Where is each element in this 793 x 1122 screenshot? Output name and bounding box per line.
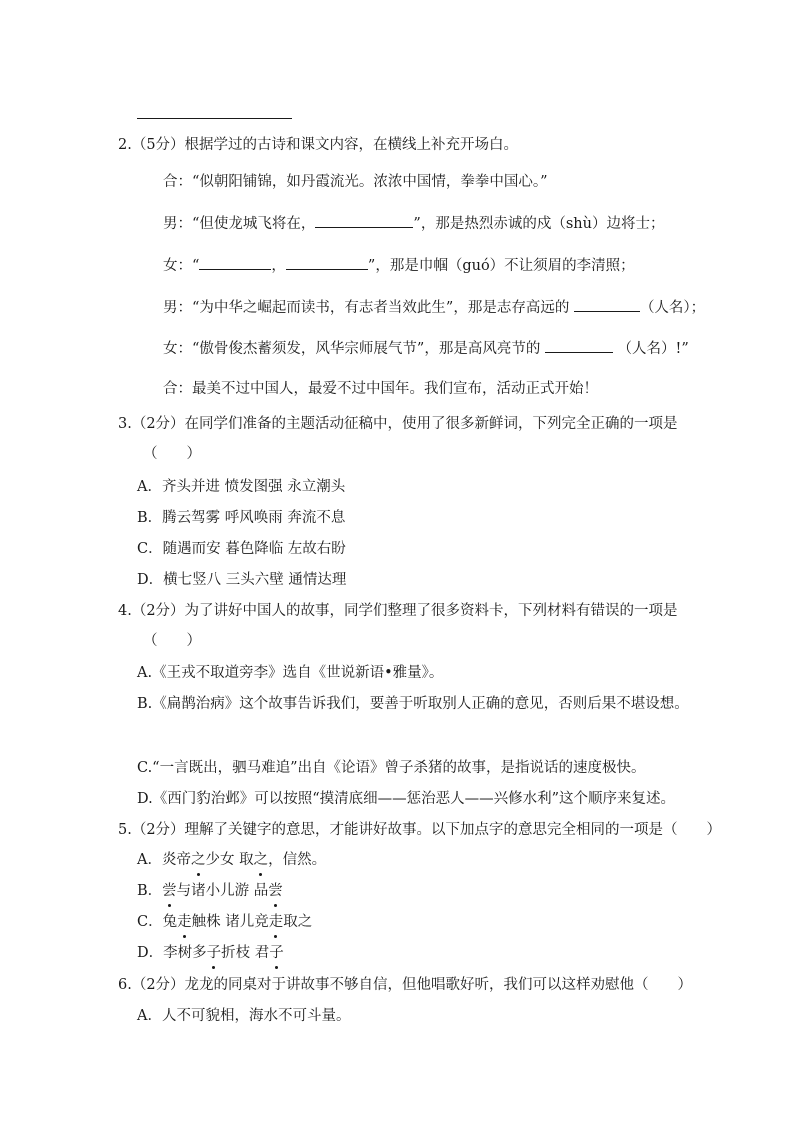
male-line-2-suffix: （人名）； [639,300,706,316]
question-4-option-a: A.《王戎不取道旁李》选自《世说新语•雅量》。 [137,665,444,681]
question-5-option-c [137,912,312,932]
option-c-text-1: C．兔 [137,914,178,930]
question-3-answer-paren: （ ） [143,446,201,462]
question-2-stem: 2.（5分）根据学过的古诗和课文内容，在横线上补充开场白。 [118,137,519,153]
question-6-stem: 6.（2分）龙龙的同桌对于讲故事不够自信，但他唱歌好听，我们可以这样劝慰他（ ） [118,977,693,993]
question-3-stem: 3.（2分）在同学们准备的主题活动征稿中，使用了很多新鲜词，下列完全正确的一项是 [118,416,678,432]
fill-blank-4[interactable] [574,296,640,312]
option-d-dotted-char-1: 子 [206,945,222,961]
question-4-option-c: C.“一言既出，驷马难追”出自《论语》曾子杀猪的故事，是指说话的速度极快。 [137,760,646,776]
female-line-2-suffix: （人名）!” [617,341,689,357]
fill-blank-5[interactable] [545,337,613,353]
fill-blank-3[interactable] [286,254,368,270]
question-2-male-line-2 [163,296,705,318]
question-2-he-line-1: 合：“似朝阳铺锦，如丹霞流光。浓浓中国情，拳拳中国心。” [163,174,548,190]
question-4-option-d: D.《西门豹治邺》可以按照“摸清底细——惩治恶人——兴修水利”这个顺序来复述。 [137,791,676,807]
question-2-he-line-2: 合：最美不过中国人，最爱不过中国年。我们宣布，活动正式开始！ [163,381,598,397]
answer-line-previous [137,118,292,119]
question-4-option-b: B.《扁鹊治病》这个故事告诉我们，要善于听取别人正确的意见，否则后果不堪设想。 [137,696,689,712]
question-2-female-line-1 [163,254,635,276]
option-c-dotted-char-1: 走 [177,914,192,930]
option-b-dotted-char-1: 尝 [162,883,177,899]
option-b-text-1: B． [137,883,163,899]
male-line-2-prefix: 男：“为中华之崛起而读书，有志者当效此生”，那是志存高远的 [163,300,570,316]
question-3-option-b: B．腾云驾雾 呼风唤雨 奔流不息 [137,510,346,526]
option-b-text-2: 与诸小儿游 品 [176,883,269,899]
option-b-dotted-char-2: 尝 [268,883,283,899]
male-line-1-suffix: ”，那是热烈赤诚的戍（shù）边将士； [413,216,665,232]
question-2-male-line-1 [163,212,664,234]
question-3-option-d: D．横七竖八 三头六壁 通情达理 [137,572,347,588]
fill-blank-1[interactable] [315,212,413,228]
question-5-stem: 5.（2分）理解了关键字的意思，才能讲好故事。以下加点字的意思完全相同的一项是（ ） [118,822,722,838]
option-d-dotted-char-2: 子 [269,945,284,961]
question-5-option-a [137,850,326,870]
option-a-text-2: 少女 取 [205,852,254,868]
question-3-option-a: A．齐头并进 愤发图强 永立潮头 [137,479,346,495]
fill-blank-2[interactable] [199,254,271,270]
question-5-option-b [137,881,283,901]
male-line-1-prefix: 男：“但使龙城飞将在， [163,216,316,232]
option-d-text-1: D．李树多 [137,945,207,961]
option-c-text-3: 取之 [283,914,313,930]
female-line-1-prefix: 女：“ [163,258,200,274]
question-4-stem: 4.（2分）为了讲好中国人的故事，同学们整理了很多资料卡，下列材料有错误的一项是 [118,603,678,619]
female-line-1-suffix: ”，那是巾帼（guó）不让须眉的李清照； [367,258,635,274]
question-3-option-c: C．随遇而安 暮色降临 左故右盼 [137,541,346,557]
question-2-female-line-2 [163,337,689,359]
option-d-text-2: 折枝 君 [221,945,270,961]
female-line-1-comma: ， [271,258,286,274]
option-a-dotted-char-1: 之 [190,852,206,868]
option-c-dotted-char-2: 走 [268,914,284,930]
female-line-2-prefix: 女：“傲骨俊杰蓄须发，风华宗师展气节”，那是高风亮节的 [163,341,541,357]
option-a-text-1: A．炎帝 [137,852,191,868]
question-4-answer-paren: （ ） [143,633,201,649]
question-5-option-d [137,943,284,963]
question-6-option-a: A．人不可貌相，海水不可斗量。 [137,1008,351,1024]
option-a-dotted-char-2: 之 [253,852,269,868]
option-a-text-3: ，信然。 [268,852,327,868]
option-c-text-2: 触株 诸儿竞 [191,914,269,930]
